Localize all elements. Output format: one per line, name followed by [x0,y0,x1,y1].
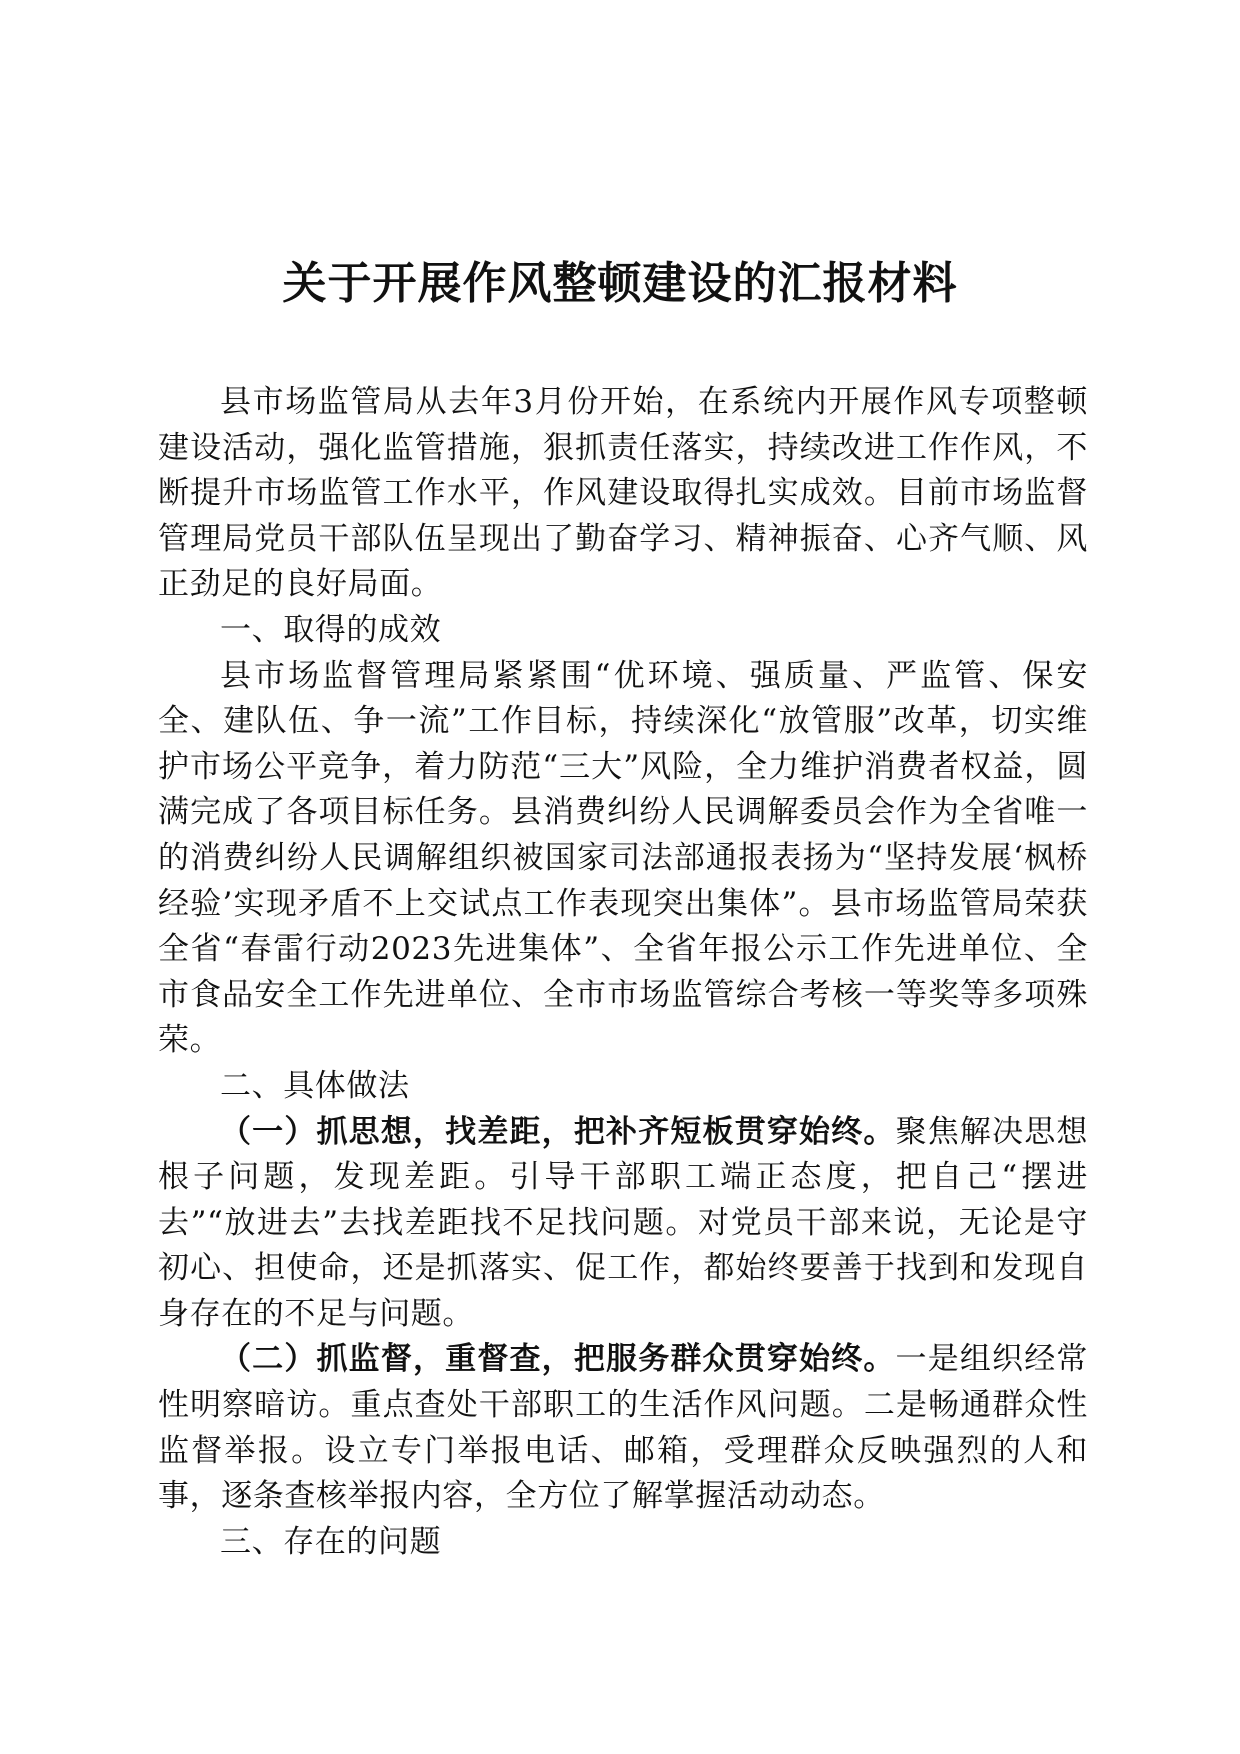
methods-item-2-lead: （二）抓监督，重督查，把服务群众贯穿始终。 [220,1341,896,1378]
document-body [158,380,1088,1565]
methods-item-2-text: 一是组织经常性明察暗访。重点查处干部职工的生活作风问题。二是畅通群众性监督举报。设立专门举报电话、邮箱，受理群众反映强烈的人和事，逐条查核举报内容，全方位了解掌握活动动态。 [158,1341,1088,1515]
methods-item-1-lead: （一）抓思想，找差距，把补齐短板贯穿始终。 [220,1113,896,1150]
results-paragraph: 县市场监督管理局紧紧围“优环境、强质量、严监管、保安全、建队伍、争一流”工作目标，持续深化“放管服”改革，切实维护市场公平竞争，着力防范“三大”风险，全力维护消费者权益，圆满完成了各项目标任务。县消费纠纷人民调解委员会作为全省唯一的消费纠纷人民调解组织被国家司法部通报表扬为“坚持发展‘枫桥经验’实现矛盾不上交试点工作表现突出集体”。县市场监管局荣获全省“春雷行动2023先进集体”、全省年报公示工作先进单位、全市食品安全工作先进单位、全市市场监管综合考核一等奖等多项殊荣。 [158,657,1088,1059]
section-heading-problems: 三、存在的问题 [220,1523,442,1560]
intro-paragraph: 县市场监管局从去年3月份开始，在系统内开展作风专项整顿建设活动，强化监管措施，狠抓责任落实，持续改进工作作风，不断提升市场监管工作水平，作风建设取得扎实成效。目前市场监督管理局党员干部队伍呈现出了勤奋学习、精神振奋、心齐气顺、风正劲足的良好局面。 [158,384,1088,603]
methods-item-1-text: 聚焦解决思想根子问题，发现差距。引导干部职工端正态度，把自己“摆进去”“放进去”去找差距找不足找问题。对党员干部来说，无论是守初心、担使命，还是抓落实、促工作，都始终要善于找到和发现自身存在的不足与问题。 [158,1113,1088,1332]
section-heading-methods: 二、具体做法 [220,1067,410,1104]
methods-item-1 [158,1110,1088,1338]
methods-item-2 [158,1337,1088,1519]
section-heading-results: 一、取得的成效 [220,611,442,648]
document-title: 关于开展作风整顿建设的汇报材料 [282,258,958,309]
